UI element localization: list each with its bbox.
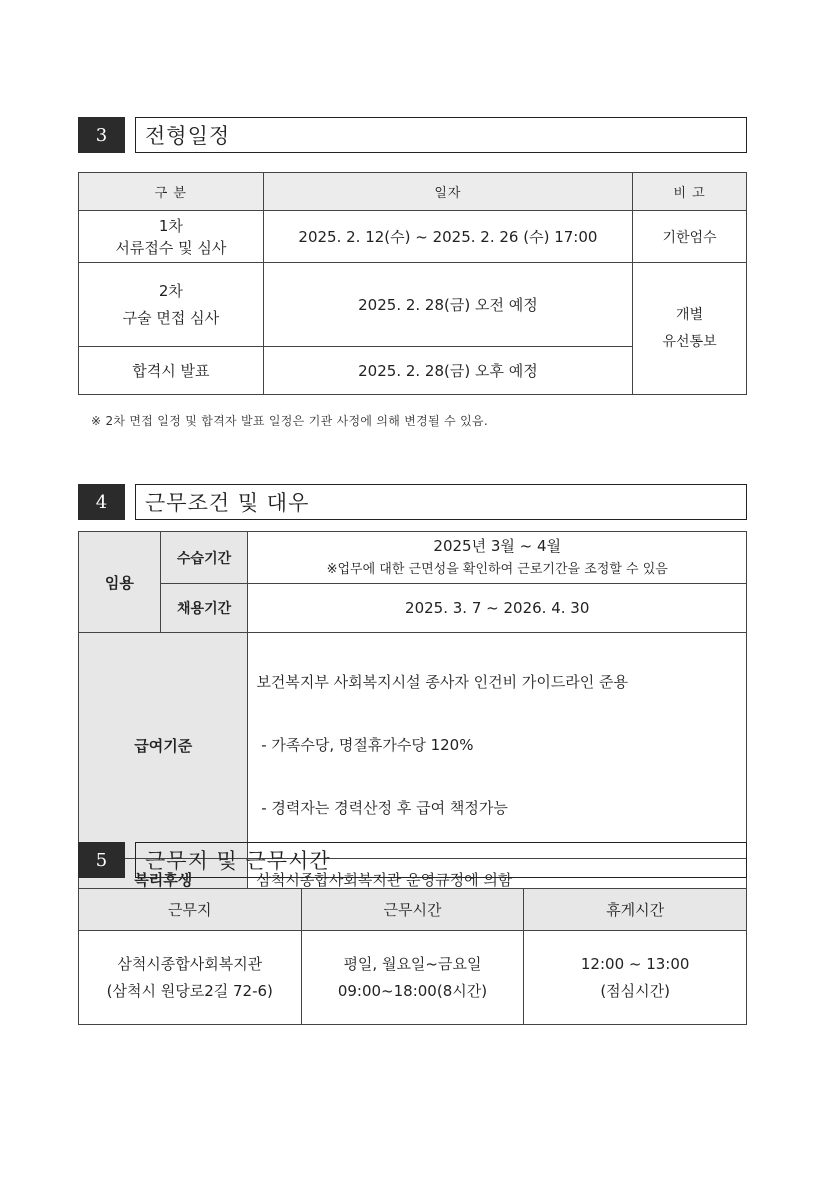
col-header-stage: 구 분 xyxy=(79,173,264,211)
hours-cell xyxy=(301,931,524,1025)
col-header-hours: 근무시간 xyxy=(301,889,524,931)
schedule-header-row xyxy=(79,173,747,211)
section-4-number: 4 xyxy=(78,484,125,520)
col-header-break: 휴게시간 xyxy=(524,889,747,931)
workplace-header-row xyxy=(79,889,747,931)
stage-cell xyxy=(79,211,264,263)
break-cell xyxy=(524,931,747,1025)
section-4-title: 근무조건 및 대우 xyxy=(135,484,747,520)
remark-cell: 기한엄수 xyxy=(633,211,747,263)
section-3-number: 3 xyxy=(78,117,125,153)
section-5-title: 근무지 및 근무시간 xyxy=(135,842,747,878)
break-line: 12:00 ~ 13:00 xyxy=(580,954,690,973)
training-line: 2025년 3월 ~ 4월 xyxy=(433,536,562,555)
section-3-header xyxy=(78,117,747,153)
section-4-header xyxy=(78,484,747,520)
salary-label: 급여기준 xyxy=(79,633,248,859)
hours-line: 09:00~18:00(8시간) xyxy=(337,981,488,1000)
workplace-table xyxy=(78,888,747,1025)
remark-line: 개별 xyxy=(676,306,704,323)
salary-row xyxy=(79,633,747,859)
welfare-label: 복리후생 xyxy=(79,859,248,901)
stage-line: 서류접수 및 심사 xyxy=(115,238,227,257)
welfare-value: 삼척시종합사회복지관 운영규정에 의함 xyxy=(248,859,747,901)
section-5-number: 5 xyxy=(78,842,125,878)
schedule-table xyxy=(78,172,747,395)
workplace-row xyxy=(79,931,747,1025)
place-line: 삼척시종합사회복지관 xyxy=(117,954,263,973)
salary-line: - 가족수당, 명절휴가수당 120% xyxy=(256,736,474,754)
hire-value: 2025. 3. 7 ~ 2026. 4. 30 xyxy=(248,584,747,633)
date-cell: 2025. 2. 28(금) 오후 예정 xyxy=(263,347,632,395)
hire-label: 채용기간 xyxy=(160,584,248,633)
stage-cell xyxy=(79,263,264,347)
place-line: (삼척시 원당로2길 72-6) xyxy=(106,981,273,1000)
training-value xyxy=(248,532,747,584)
remark-line: 유선통보 xyxy=(662,333,717,350)
salary-value xyxy=(248,633,747,859)
stage-line: 구술 면접 심사 xyxy=(122,308,220,327)
section-5-header xyxy=(78,842,747,878)
training-line: ※업무에 대한 근면성을 확인하여 근로기간을 조정할 수 있음 xyxy=(326,561,668,577)
training-row xyxy=(79,532,747,584)
stage-line: 2차 xyxy=(158,281,183,300)
col-header-date: 일자 xyxy=(263,173,632,211)
stage-cell: 합격시 발표 xyxy=(79,347,264,395)
section-3-title: 전형일정 xyxy=(135,117,747,153)
salary-line: 보건복지부 사회복지시설 종사자 인건비 가이드라인 준용 xyxy=(256,673,629,691)
break-line: (점심시간) xyxy=(600,981,670,1000)
col-header-remark: 비 고 xyxy=(633,173,747,211)
salary-line: - 경력자는 경력산정 후 급여 책정가능 xyxy=(256,799,508,817)
schedule-row-1 xyxy=(79,211,747,263)
employment-label: 임용 xyxy=(79,532,161,633)
shared-remark-cell xyxy=(633,263,747,395)
date-cell: 2025. 2. 12(수) ~ 2025. 2. 26 (수) 17:00 xyxy=(263,211,632,263)
training-label: 수습기간 xyxy=(160,532,248,584)
schedule-note: ※ 2차 면접 일정 및 합격자 발표 일정은 기관 사정에 의해 변경될 수 있음. xyxy=(91,414,488,428)
hours-line: 평일, 월요일~금요일 xyxy=(343,954,482,973)
hire-row xyxy=(79,584,747,633)
schedule-row-2 xyxy=(79,263,747,347)
col-header-place: 근무지 xyxy=(79,889,302,931)
place-cell xyxy=(79,931,302,1025)
date-cell: 2025. 2. 28(금) 오전 예정 xyxy=(263,263,632,347)
stage-line: 1차 xyxy=(158,216,183,235)
